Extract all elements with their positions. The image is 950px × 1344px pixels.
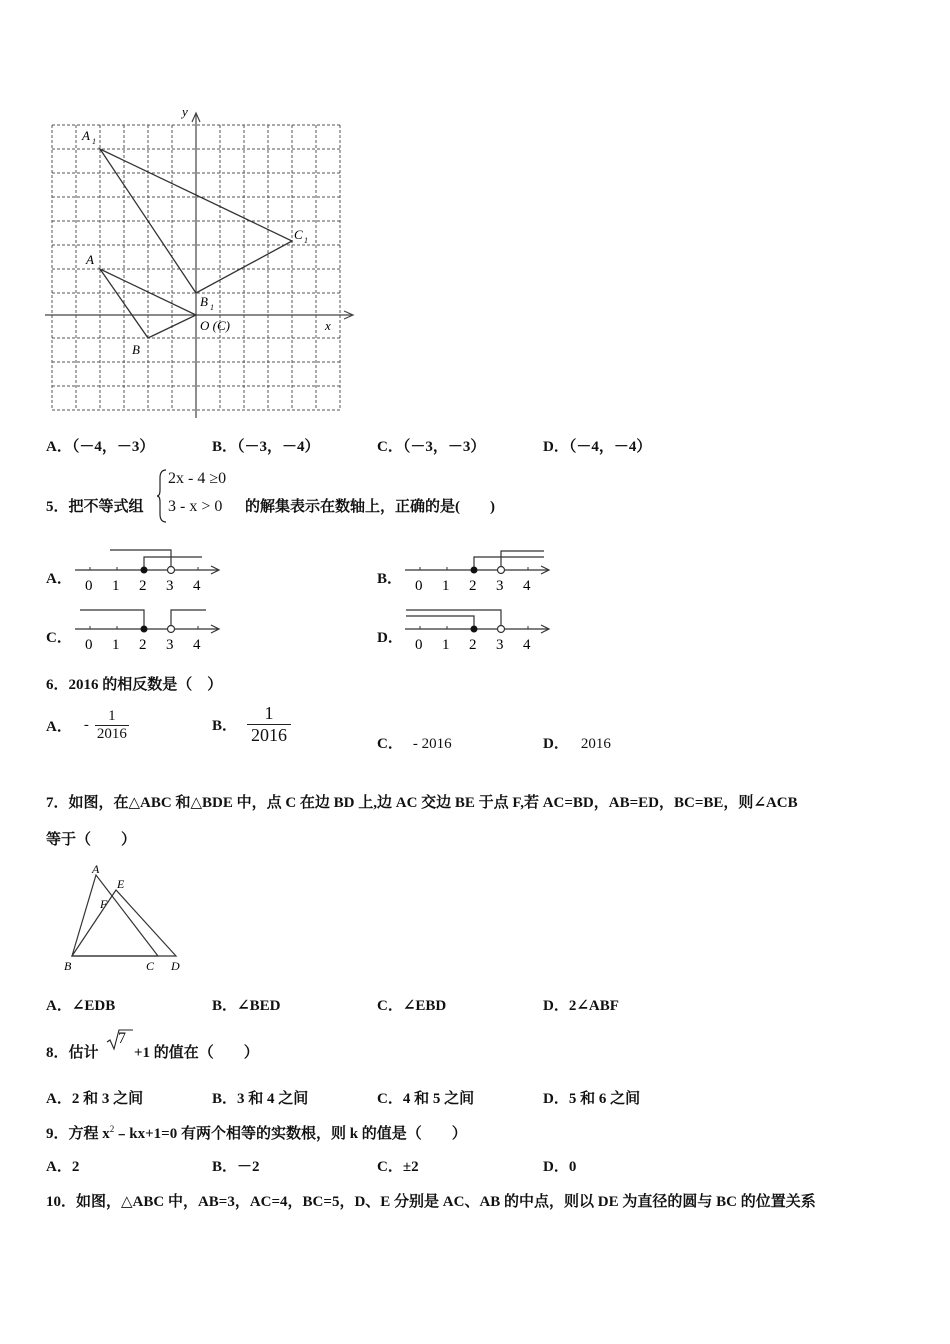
- svg-text:3: 3: [166, 637, 174, 653]
- q4-option-c[interactable]: C．（－3，－3）: [377, 439, 486, 455]
- q6-stem: 6．2016 的相反数是（ ）: [46, 677, 223, 693]
- q5-inequality-2: 3 - x > 0: [168, 498, 223, 515]
- svg-text:D: D: [171, 959, 180, 973]
- q7-option-d[interactable]: D．2∠ABF: [543, 998, 619, 1014]
- svg-text:1: 1: [112, 637, 120, 653]
- y-axis-label: y: [182, 104, 188, 119]
- q4-option-d[interactable]: D．（－4，－4）: [543, 439, 652, 455]
- q5-number: 5．把不等式组: [46, 499, 144, 515]
- q5-stem: 的解集表示在数轴上，正确的是( ): [245, 499, 495, 515]
- svg-text:E: E: [117, 877, 125, 891]
- q9-option-b[interactable]: B．－2: [212, 1159, 260, 1175]
- svg-text:1: 1: [112, 578, 120, 594]
- label-b1: B: [200, 294, 208, 309]
- label-b: B: [132, 342, 140, 357]
- svg-text:0: 0: [415, 578, 423, 594]
- q4-option-a[interactable]: A．（－4，－3）: [46, 439, 155, 455]
- q5-brace: [156, 468, 168, 524]
- q8-prefix: 8．估计: [46, 1045, 99, 1061]
- svg-text:2: 2: [469, 637, 477, 653]
- q6-option-b[interactable]: B． $\frac{1}{2016}$: [212, 703, 291, 746]
- q9-option-d[interactable]: D．0: [543, 1159, 577, 1175]
- q9-stem: 9．方程 $x^2﹣kx+1=0$ 有两个相等的实数根，则 k 的值是（ ）: [46, 1124, 467, 1142]
- svg-text:3: 3: [166, 578, 174, 594]
- q6-option-a[interactable]: A． - $\frac{1}{2016}$: [46, 708, 127, 742]
- q6-option-c[interactable]: C． - 2016: [377, 736, 452, 752]
- q8-suffix: +1 的值在（ ）: [134, 1045, 259, 1061]
- svg-text:0: 0: [85, 578, 93, 594]
- q5-numberline-c[interactable]: [70, 604, 230, 654]
- svg-text:A: A: [92, 862, 100, 876]
- q7-option-c[interactable]: C．∠EBD: [377, 998, 447, 1014]
- label-a: A: [86, 252, 94, 267]
- label-a1: A: [82, 128, 90, 143]
- label-c1-sub: 1: [304, 236, 308, 245]
- x-axis-label: x: [325, 318, 331, 333]
- q8-option-c[interactable]: C．4 和 5 之间: [377, 1091, 475, 1107]
- q9-option-a[interactable]: A．2: [46, 1159, 80, 1175]
- q7-stem-line1: 7．如图，在△ABC 和△BDE 中，点 C 在边 BD 上,边 AC 交边 BE 于点 F,若 AC=BD，AB=ED，BC=BE，则∠ACB: [46, 795, 798, 811]
- q8-radicand: 7: [118, 1030, 126, 1047]
- label-origin: O (C): [200, 318, 230, 333]
- svg-text:2: 2: [139, 637, 147, 653]
- svg-text:4: 4: [523, 578, 531, 594]
- q4-option-b[interactable]: B．（－3，－4）: [212, 439, 320, 455]
- svg-text:1: 1: [442, 578, 450, 594]
- label-c1: C: [294, 227, 303, 242]
- q5-label-a[interactable]: A．: [46, 571, 72, 587]
- q9-option-c[interactable]: C．±2: [377, 1159, 419, 1175]
- svg-text:C: C: [146, 959, 155, 973]
- q7-triangle-figure: [58, 862, 188, 977]
- coordinate-graph: [40, 100, 370, 420]
- svg-text:4: 4: [193, 578, 201, 594]
- svg-text:1: 1: [442, 637, 450, 653]
- svg-text:3: 3: [496, 578, 504, 594]
- svg-text:2: 2: [469, 578, 477, 594]
- q5-label-b[interactable]: B．: [377, 571, 403, 587]
- q10-stem: 10．如图，△ABC 中，AB=3，AC=4，BC=5，D、E 分别是 AC、AB 的中点，则以 DE 为直径的圆与 BC 的位置关系: [46, 1194, 816, 1210]
- q5-label-d[interactable]: D．: [377, 630, 403, 646]
- q7-stem-line2: 等于（ ）: [46, 832, 137, 848]
- q8-option-a[interactable]: A．2 和 3 之间: [46, 1091, 144, 1107]
- label-b1-sub: 1: [210, 303, 214, 312]
- svg-text:B: B: [64, 959, 72, 973]
- svg-text:4: 4: [193, 637, 201, 653]
- q5-label-c[interactable]: C．: [46, 630, 72, 646]
- label-a1-sub: 1: [92, 137, 96, 146]
- q8-option-d[interactable]: D．5 和 6 之间: [543, 1091, 641, 1107]
- svg-text:0: 0: [85, 637, 93, 653]
- svg-text:2: 2: [139, 578, 147, 594]
- svg-text:0: 0: [415, 637, 423, 653]
- q7-option-b[interactable]: B．∠BED: [212, 998, 281, 1014]
- q5-inequality-1: 2x - 4 ≥0: [168, 470, 227, 487]
- q5-numberline-d[interactable]: [400, 604, 560, 654]
- q5-numberline-a[interactable]: [70, 545, 230, 595]
- q8-option-b[interactable]: B．3 和 4 之间: [212, 1091, 309, 1107]
- svg-text:F: F: [100, 897, 108, 911]
- q5-numberline-b[interactable]: [400, 545, 560, 595]
- q7-option-a[interactable]: A．∠EDB: [46, 998, 116, 1014]
- svg-text:4: 4: [523, 637, 531, 653]
- q6-option-d[interactable]: D． 2016: [543, 736, 611, 752]
- svg-text:3: 3: [496, 637, 504, 653]
